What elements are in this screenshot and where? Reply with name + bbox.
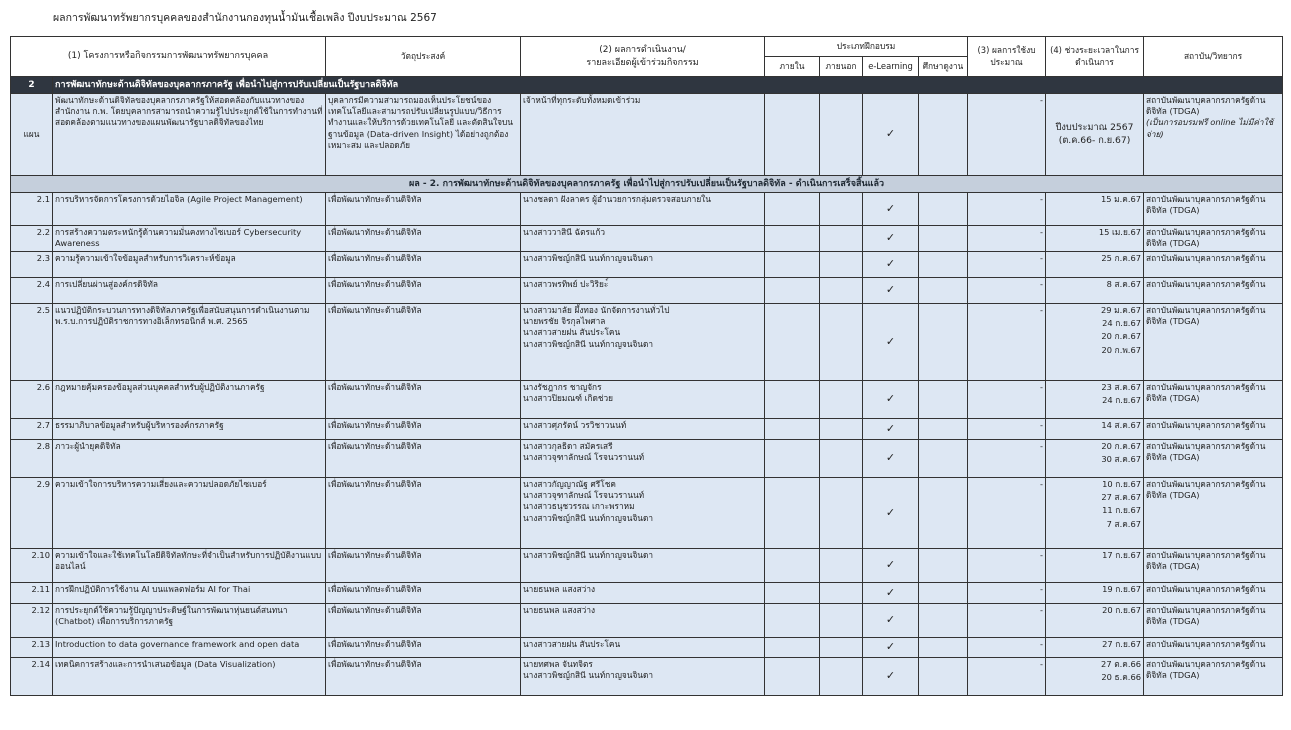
plan-institute-name: สถาบันพัฒนาบุคลากรภาครัฐด้านดิจิทัล (TDGA) [1146,95,1266,117]
row-check-icon: ✓ [863,226,919,252]
header-study-visit: ศึกษาดูงาน [919,57,968,77]
row-date: 15 ม.ค.67 [1100,194,1142,204]
row-external [820,638,863,658]
training-results-table [10,36,1283,696]
row-check-icon: ✓ [863,304,919,381]
row-study-visit [919,304,968,381]
row-number: 2.11 [11,583,53,604]
row-participants [521,278,765,304]
header-budget: (3) ผลการใช้งบประมาณ [968,37,1046,77]
row-check-icon: ✓ [863,381,919,419]
row-dates [1046,478,1144,549]
participant-name: นางสาวธนุชวรรณ เกาะพราหม [523,501,635,512]
participant-name: นางสาวสายฝน สันประโคน [523,639,621,649]
plan-internal [765,94,820,176]
row-dates [1046,304,1144,381]
row-date: 30 ส.ค.67 [1101,454,1142,465]
row-budget: - [968,604,1046,638]
row-project: Introduction to data governance framework and open data [53,638,326,658]
row-study-visit [919,604,968,638]
row-study-visit [919,419,968,440]
plan-budget: - [968,94,1046,176]
row-number: 2.9 [11,478,53,549]
table-row [11,583,1283,604]
row-internal [765,381,820,419]
row-dates [1046,638,1144,658]
row-objective: เพื่อพัฒนาทักษะด้านดิจิทัล [326,304,521,381]
row-date: 8 ส.ค.67 [1106,279,1142,289]
table-row [11,440,1283,478]
row-external [820,583,863,604]
row-internal [765,419,820,440]
participant-name: นายธนพล แสงสว่าง [523,584,596,594]
row-external [820,604,863,638]
participant-name: นางสาววาสินี ฉัตรแก้ว [523,227,605,237]
row-institute: สถาบันพัฒนาบุคลากรภาครัฐด้านดิจิทัล (TDGA) [1144,549,1283,583]
row-dates [1046,604,1144,638]
row-date: 20 ก.ค.67 [1101,441,1142,451]
row-internal [765,252,820,278]
row-budget: - [968,226,1046,252]
row-number: 2.12 [11,604,53,638]
row-institute: สถาบันพัฒนาบุคลากรภาครัฐด้าน [1144,419,1283,440]
participant-name: นางสาวพิชญ์กสินี นนท์กาญจนจินดา [523,670,654,681]
row-study-visit [919,381,968,419]
row-objective: เพื่อพัฒนาทักษะด้านดิจิทัล [326,440,521,478]
row-external [820,304,863,381]
row-institute: สถาบันพัฒนาบุคลากรภาครัฐด้าน [1144,252,1283,278]
row-project: การบริหารจัดการโครงการด้วยไอจิล (Agile Project Management) [53,193,326,226]
participant-name: นางสาวพิชญ์กสินี นนท์กาญจนจินดา [523,512,654,523]
row-date: 23 ส.ค.67 [1101,382,1142,392]
row-check-icon: ✓ [863,440,919,478]
row-check-icon: ✓ [863,278,919,304]
row-participants [521,226,765,252]
plan-check-icon: ✓ [863,94,919,176]
row-study-visit [919,549,968,583]
row-internal [765,583,820,604]
table-row [11,478,1283,549]
plan-external [820,94,863,176]
participant-name: นางสาวปิยมณฑ์ เกิดช่วย [523,393,613,404]
row-date: 24 ก.ย.67 [1102,395,1142,406]
row-study-visit [919,193,968,226]
row-budget: - [968,658,1046,696]
row-study-visit [919,583,968,604]
row-budget: - [968,252,1046,278]
row-internal [765,226,820,252]
row-institute: สถาบันพัฒนาบุคลากรภาครัฐด้านดิจิทัล (TDGA) [1144,604,1283,638]
row-check-icon: ✓ [863,252,919,278]
table-row [11,252,1283,278]
row-study-visit [919,226,968,252]
row-objective: เพื่อพัฒนาทักษะด้านดิจิทัล [326,638,521,658]
row-number: 2.6 [11,381,53,419]
header-institute: สถาบัน/วิทยากร [1144,37,1283,77]
participant-name: นางสาวศุภรัตน์ วรวิชาวนนท์ [523,420,627,430]
row-objective: เพื่อพัฒนาทักษะด้านดิจิทัล [326,226,521,252]
row-date: 19 ก.ย.67 [1102,584,1142,594]
row-institute: สถาบันพัฒนาบุคลากรภาครัฐด้านดิจิทัล (TDGA) [1144,381,1283,419]
section-number: 2 [11,77,53,94]
row-check-icon: ✓ [863,638,919,658]
row-budget: - [968,304,1046,381]
table-row [11,638,1283,658]
row-study-visit [919,658,968,696]
row-date: 20 ก.พ.67 [1101,344,1142,355]
row-external [820,381,863,419]
row-number: 2.8 [11,440,53,478]
participant-name: นางสาวมาลัย ผึ้งทอง นักจัดการงานทั่วไป [523,305,670,315]
participant-name: นางสาวพิชญ์กสินี นนท์กาญจนจินดา [523,338,654,349]
row-number: 2.4 [11,278,53,304]
row-study-visit [919,252,968,278]
row-internal [765,193,820,226]
plan-period-range: (ต.ค.66- ก.ย.67) [1058,134,1131,146]
participant-name: นางสาวสายฝน สันประโคน [523,327,621,338]
row-dates [1046,419,1144,440]
row-institute: สถาบันพัฒนาบุคลากรภาครัฐด้านดิจิทัล (TDGA) [1144,658,1283,696]
row-institute: สถาบันพัฒนาบุคลากรภาครัฐด้านดิจิทัล (TDGA) [1144,193,1283,226]
row-budget: - [968,478,1046,549]
row-date: 27 ส.ค.67 [1101,492,1142,503]
row-date: 27 ก.ย.67 [1102,639,1142,649]
row-number: 2.5 [11,304,53,381]
row-number: 2.3 [11,252,53,278]
row-date: 27 ต.ค.66 [1101,659,1142,669]
row-external [820,478,863,549]
row-objective: เพื่อพัฒนาทักษะด้านดิจิทัล [326,549,521,583]
row-date: 20 ก.ย.67 [1102,605,1142,615]
table-row [11,604,1283,638]
row-dates [1046,278,1144,304]
row-participants [521,252,765,278]
section-title: การพัฒนาทักษะด้านดิจิทัลของบุคลากรภาครัฐ เพื่อนำไปสู่การปรับเปลี่ยนเป็นรัฐบาลดิจิทัล [53,77,1283,94]
document-title: ผลการพัฒนาทรัพยากรบุคคลของสำนักงานกองทุนน้ำมันเชื้อเพลิง ปีงบประมาณ 2567 [53,12,437,24]
row-date: 15 เม.ย.67 [1098,227,1142,237]
row-budget: - [968,419,1046,440]
plan-study-visit [919,94,968,176]
header-training-type: ประเภทฝึกอบรม [765,37,968,57]
row-external [820,419,863,440]
row-study-visit [919,278,968,304]
row-dates [1046,193,1144,226]
plan-period-year: ปีงบประมาณ 2567 [1055,122,1134,134]
row-date: 29 ม.ค.67 [1100,305,1142,315]
table-row [11,549,1283,583]
plan-label: แผน [11,94,53,176]
row-date: 14 ส.ค.67 [1101,420,1142,430]
row-number: 2.13 [11,638,53,658]
row-internal [765,478,820,549]
row-institute: สถาบันพัฒนาบุคลากรภาครัฐด้านดิจิทัล (TDGA) [1144,304,1283,381]
participant-name: นางรัชฎากร ชาญจักร [523,382,602,392]
row-internal [765,278,820,304]
header-result-line1: (2) ผลการดำเนินงาน/ [599,45,686,56]
row-participants [521,583,765,604]
row-budget: - [968,583,1046,604]
row-objective: เพื่อพัฒนาทักษะด้านดิจิทัล [326,278,521,304]
table-row [11,226,1283,252]
participant-name: นางสาวจุฑาลักษณ์ โรจนวรานนท์ [523,452,645,463]
row-check-icon: ✓ [863,419,919,440]
row-dates [1046,583,1144,604]
row-objective: เพื่อพัฒนาทักษะด้านดิจิทัล [326,381,521,419]
row-internal [765,304,820,381]
row-participants [521,478,765,549]
row-budget: - [968,381,1046,419]
row-objective: เพื่อพัฒนาทักษะด้านดิจิทัล [326,419,521,440]
row-institute: สถาบันพัฒนาบุคลากรภาครัฐด้าน [1144,583,1283,604]
row-dates [1046,226,1144,252]
row-external [820,549,863,583]
row-participants [521,419,765,440]
row-participants [521,304,765,381]
plan-objective: บุคลากรมีความสามารถมองเห็นประโยชน์ของ เทคโนโลยีและสามารถปรับเปลี่ยนรูปแบบ/วิธีการ ทำงานและให้บริการด้วยเทคโนโลยี และตัดสินใจบน ฐานข้อมูล (Data-driven Insight) ได้อย่างถูกต้อง เหมาะสม และปลอดภัย [326,94,521,176]
row-objective: เพื่อพัฒนาทักษะด้านดิจิทัล [326,658,521,696]
participant-name: นายทศพล จันทจิตร [523,659,593,669]
row-date: 10 ก.ย.67 [1102,479,1142,489]
row-project: การสร้างความตระหนักรู้ด้านความมั่นคงทางไซเบอร์ Cybersecurity Awareness [53,226,326,252]
row-check-icon: ✓ [863,604,919,638]
row-number: 2.10 [11,549,53,583]
row-dates [1046,549,1144,583]
row-participants [521,658,765,696]
row-budget: - [968,638,1046,658]
participant-name: นางชลดา ฝังลาคร ผู้อำนวยการกลุ่มตรวจสอบภายใน [523,194,711,204]
row-objective: เพื่อพัฒนาทักษะด้านดิจิทัล [326,604,521,638]
row-date: 25 ก.ค.67 [1101,253,1142,263]
row-objective: เพื่อพัฒนาทักษะด้านดิจิทัล [326,193,521,226]
header-period: (4) ช่วงระยะเวลาในการดำเนินการ [1046,37,1144,77]
row-external [820,252,863,278]
row-internal [765,440,820,478]
row-participants [521,638,765,658]
plan-period [1046,94,1144,176]
row-study-visit [919,440,968,478]
participant-name: นางสาวพรทิพย์ ปะวิริยะ์ [523,279,609,289]
participant-name: นางสาวกุลธิดา สมัครเสรี [523,441,613,451]
row-participants [521,549,765,583]
header-project: (1) โครงการหรือกิจกรรมการพัฒนาทรัพยากรบุคคล [11,37,326,77]
row-institute: สถาบันพัฒนาบุคลากรภาครัฐด้าน [1144,638,1283,658]
row-date: 20 ก.ค.67 [1101,331,1142,342]
plan-institute [1144,94,1283,176]
participant-name: นางสาวพิชญ์กสินี นนท์กาญจนจินดา [523,253,654,263]
row-date: 7 ส.ค.67 [1106,518,1142,529]
row-budget: - [968,549,1046,583]
row-objective: เพื่อพัฒนาทักษะด้านดิจิทัล [326,478,521,549]
header-internal: ภายใน [765,57,820,77]
participant-name: นายธนพล แสงสว่าง [523,605,596,615]
row-internal [765,658,820,696]
row-internal [765,638,820,658]
row-institute: สถาบันพัฒนาบุคลากรภาครัฐด้านดิจิทัล (TDGA) [1144,478,1283,549]
row-internal [765,549,820,583]
row-participants [521,381,765,419]
row-number: 2.1 [11,193,53,226]
row-external [820,226,863,252]
row-number: 2.2 [11,226,53,252]
row-internal [765,604,820,638]
row-dates [1046,381,1144,419]
participant-name: นายพรชัย จิรกุลไพศาล [523,316,606,327]
row-number: 2.14 [11,658,53,696]
row-institute: สถาบันพัฒนาบุคลากรภาครัฐด้านดิจิทัล (TDGA) [1144,440,1283,478]
row-check-icon: ✓ [863,549,919,583]
row-project: การฝึกปฏิบัติการใช้งาน AI บนแพลตฟอร์ม AI for Thai [53,583,326,604]
row-budget: - [968,440,1046,478]
row-participants [521,440,765,478]
row-study-visit [919,638,968,658]
row-objective: เพื่อพัฒนาทักษะด้านดิจิทัล [326,252,521,278]
table-row [11,278,1283,304]
row-project: ความเข้าใจการบริหารความเสี่ยงและความปลอดภัยไซเบอร์ [53,478,326,549]
table-row [11,381,1283,419]
header-result [521,37,765,77]
row-project: แนวปฏิบัติกระบวนการทางดิจิทัลภาครัฐเพื่อสนับสนุนการดำเนินงานตาม พ.ร.บ.การปฏิบัติราชการทางอิเล็กทรอนิกส์ พ.ศ. 2565 [53,304,326,381]
row-project: ธรรมาภิบาลข้อมูลสำหรับผู้บริหารองค์กรภาครัฐ [53,419,326,440]
plan-project: พัฒนาทักษะด้านดิจิทัลของบุคลากรภาครัฐให้สอดคล้องกับแนวทางของ สำนักงาน ก.พ. โดยบุคลากรสามารถนำความรู้ไปประยุกต์ใช้ในการทำงานที่ สอดคล้องตามแนวทางของแผนพัฒนารัฐบาลดิจิทัลของไทย [53,94,326,176]
header-result-line2: รายละเอียดผู้เข้าร่วมกิจกรรม [586,57,699,68]
header-objective: วัตถุประสงค์ [326,37,521,77]
row-external [820,278,863,304]
row-dates [1046,440,1144,478]
participant-name: นางสาวกัญญาณัฐ ศรีโชค [523,479,616,489]
row-project: ความรู้ความเข้าใจข้อมูลสำหรับการวิเคราะห์ข้อมูล [53,252,326,278]
header-external: ภายนอก [820,57,863,77]
row-external [820,193,863,226]
row-project: การประยุกต์ใช้ความรู้ปัญญาประดิษฐ์ในการพัฒนาหุ่นยนต์สนทนา (Chatbot) เพื่อการบริการภาครัฐ [53,604,326,638]
row-project: เทคนิคการสร้างและการนำเสนอข้อมูล (Data Visualization) [53,658,326,696]
row-number: 2.7 [11,419,53,440]
result-rows [11,193,1283,696]
row-project: ความเข้าใจและใช้เทคโนโลยีดิจิทัลทักษะที่จำเป็นสำหรับการปฏิบัติงานแบบออนไลน์ [53,549,326,583]
row-dates [1046,658,1144,696]
row-external [820,658,863,696]
row-dates [1046,252,1144,278]
plan-institute-note: (เป็นการอบรมฟรี online ไม่มีค่าใช้จ่าย) [1146,117,1274,139]
row-study-visit [919,478,968,549]
row-objective: เพื่อพัฒนาทักษะด้านดิจิทัล [326,583,521,604]
row-check-icon: ✓ [863,193,919,226]
table-row [11,419,1283,440]
participant-name: นางสาวจุฑาลักษณ์ โรจนวรานนท์ [523,490,645,501]
row-institute: สถาบันพัฒนาบุคลากรภาครัฐด้านดิจิทัล (TDGA) [1144,226,1283,252]
participant-name: นางสาวพิชญ์กสินี นนท์กาญจนจินดา [523,550,654,560]
row-project: การเปลี่ยนผ่านสู่องค์กรดิจิทัล [53,278,326,304]
row-project: ภาวะผู้นำยุคดิจิทัล [53,440,326,478]
row-date: 11 ก.ย.67 [1102,505,1142,516]
table-row [11,193,1283,226]
row-check-icon: ✓ [863,658,919,696]
row-participants [521,604,765,638]
result-band: ผล - 2. การพัฒนาทักษะด้านดิจิทัลของบุคลากรภาครัฐ เพื่อนำไปสู่การปรับเปลี่ยนเป็นรัฐบาลดิจิทัล - ดำเนินการเสร็จสิ้นแล้ว [11,176,1283,193]
table-row [11,304,1283,381]
row-check-icon: ✓ [863,583,919,604]
row-institute: สถาบันพัฒนาบุคลากรภาครัฐด้าน [1144,278,1283,304]
row-date: 17 ก.ย.67 [1102,550,1142,560]
plan-result: เจ้าหน้าที่ทุกระดับทั้งหมดเข้าร่วม [521,94,765,176]
row-check-icon: ✓ [863,478,919,549]
row-budget: - [968,278,1046,304]
row-date: 24 ก.ย.67 [1102,318,1142,329]
table-row [11,658,1283,696]
row-budget: - [968,193,1046,226]
row-external [820,440,863,478]
header-elearning: e-Learning [863,57,919,77]
row-participants [521,193,765,226]
row-project: กฎหมายคุ้มครองข้อมูลส่วนบุคคลสำหรับผู้ปฏิบัติงานภาครัฐ [53,381,326,419]
row-date: 20 ธ.ค.66 [1101,672,1142,683]
